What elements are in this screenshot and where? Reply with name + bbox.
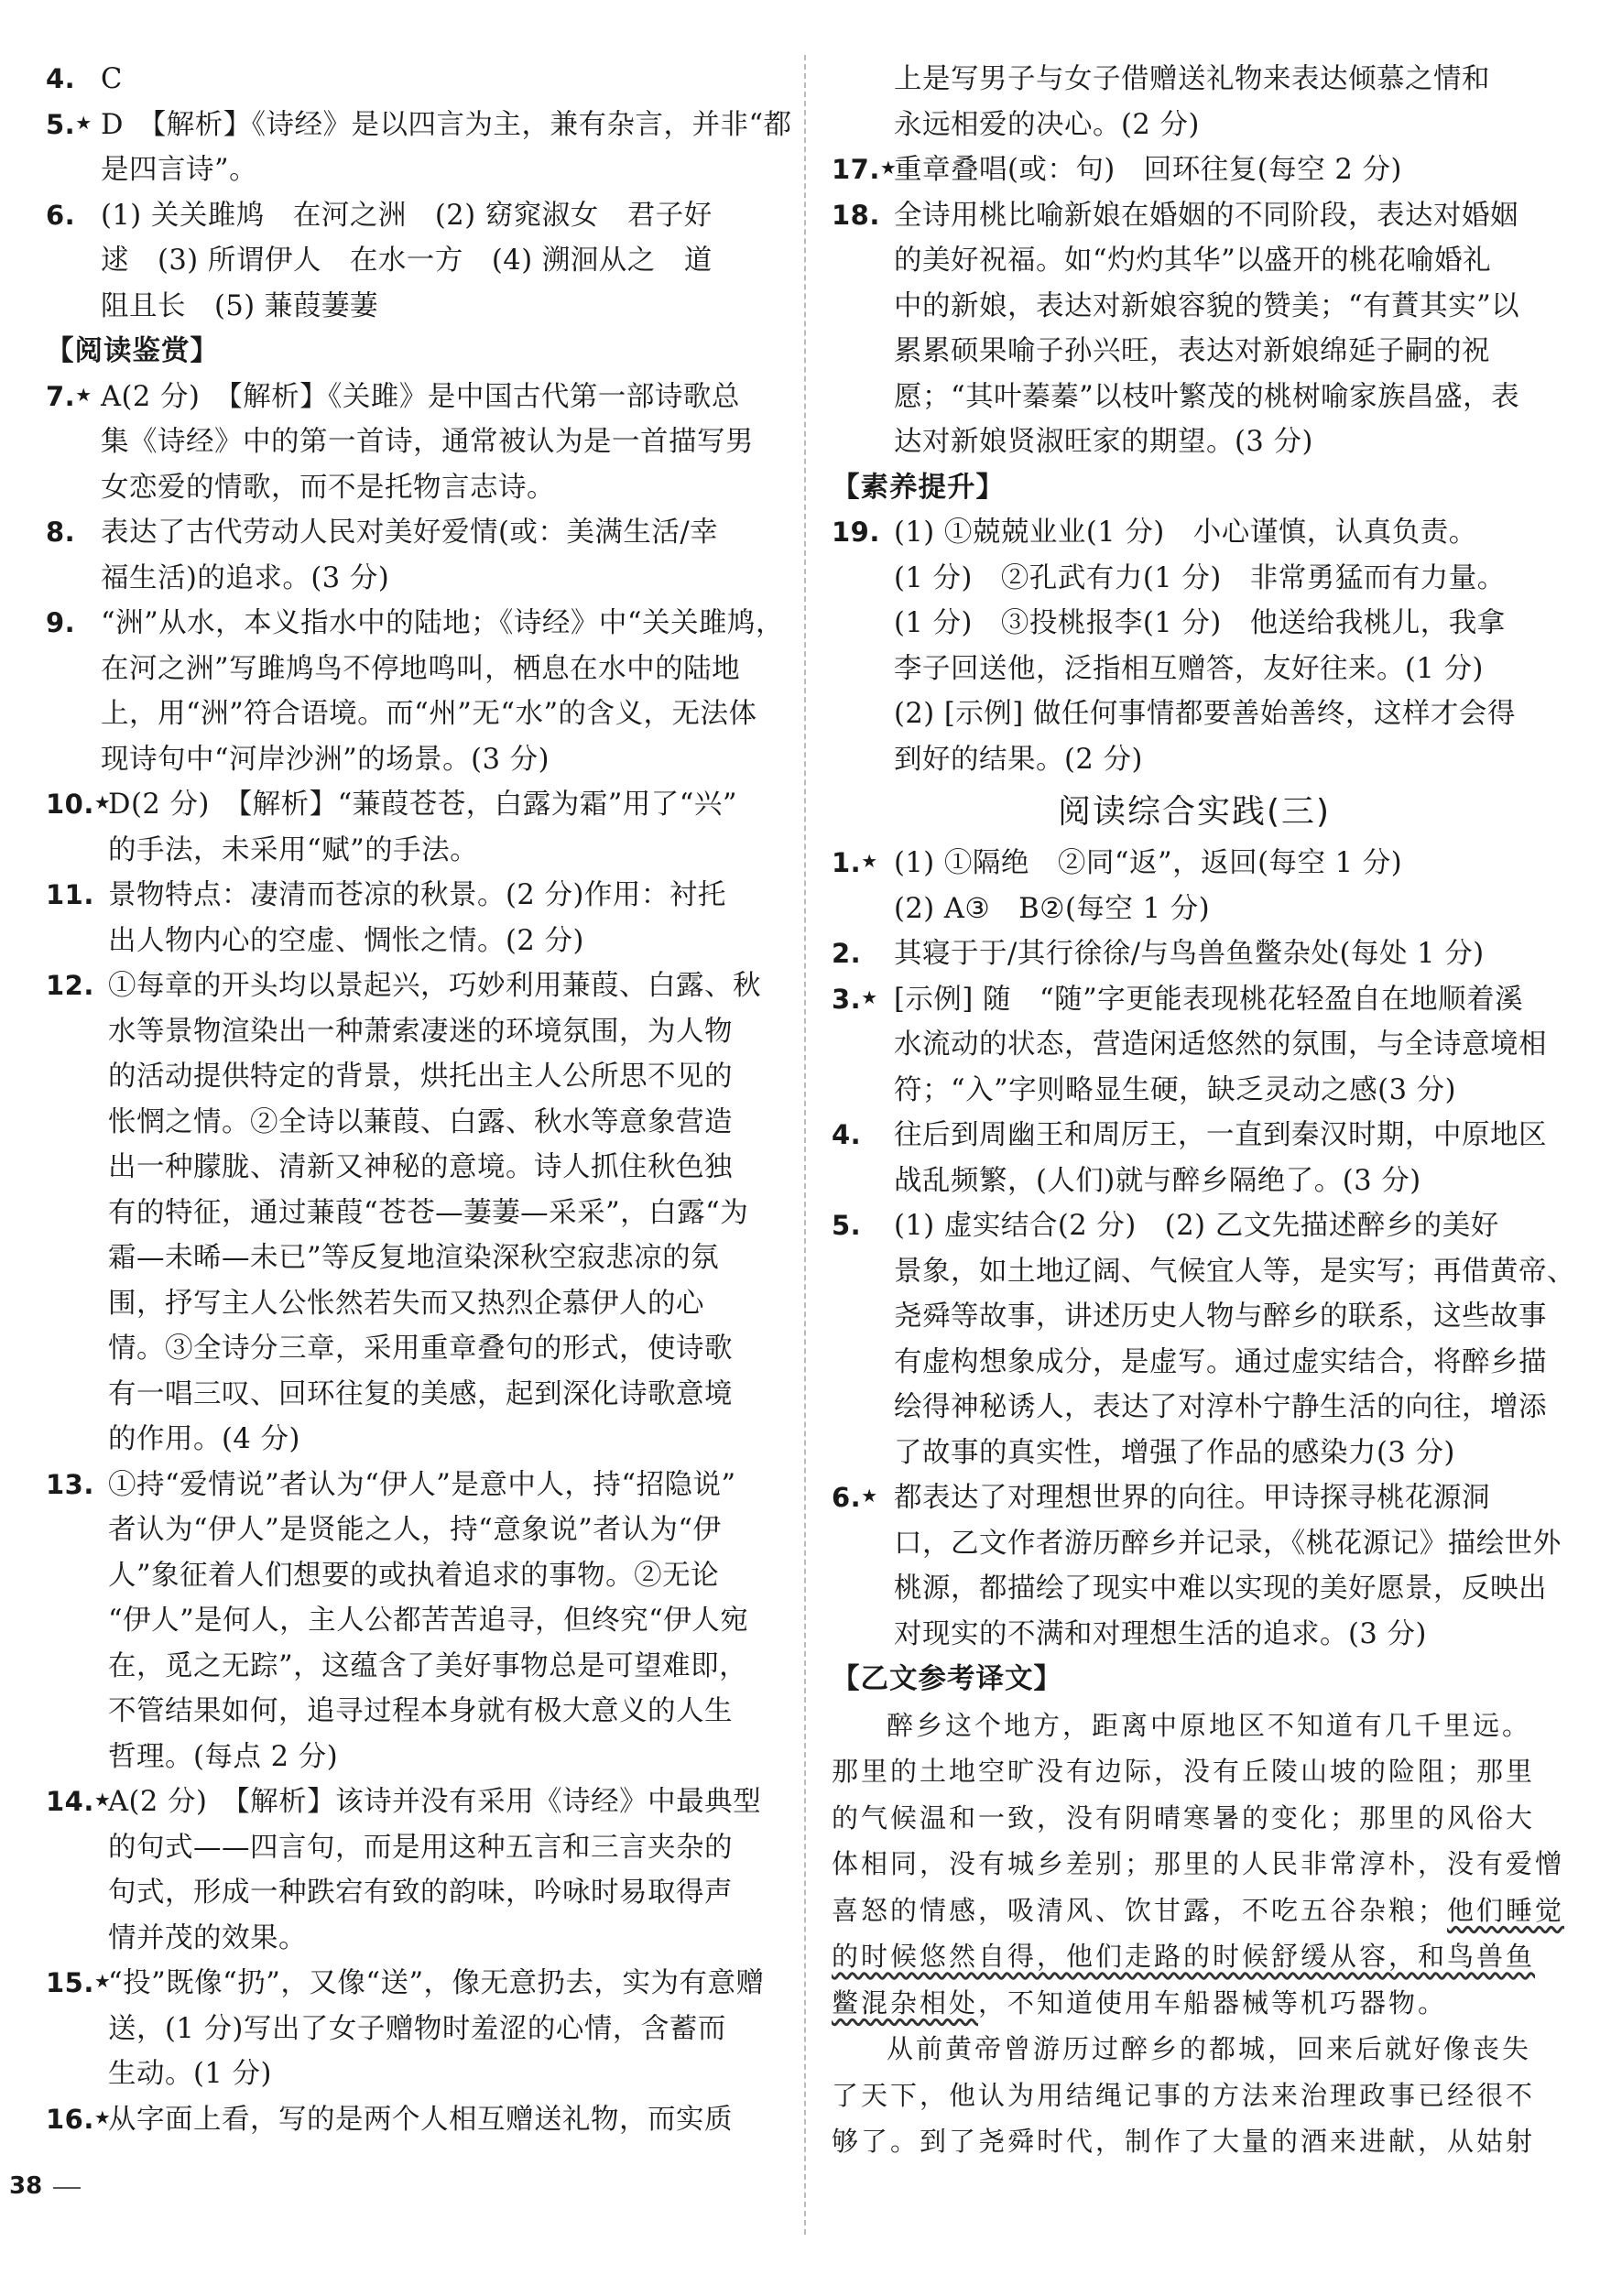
practice-item-3: 3.★ [示例] 随 “随”字更能表现桃花轻盈自在地顺着溪 水流动的状态，营造闲适悠然的氛围，与全诗意境相 符；“入”字则略显生硬，缺乏灵动之感(3 分) — [832, 977, 1557, 1114]
answer-item-16-continued: 上是写男子与女子借赠送礼物来表达倾慕之情和 永远相爱的决心。(2 分) — [894, 63, 1490, 141]
star-icon: ★ — [75, 383, 93, 406]
item-number: 10.★ — [46, 789, 112, 820]
answer-item-15: 15.★ “投”既像“扔”，又像“送”，像无意扔去，实为有意赠 送，(1 分)写出了女子赠物时羞涩的心情，含蓄而 生动。(1 分) — [46, 1961, 778, 2097]
item-number: 1.★ — [832, 847, 878, 878]
item-number: 11. — [46, 879, 94, 910]
answer-item-5: 5.★ D 【解析】《诗经》是以四言为主，兼有杂言，并非“都 是四言诗”。 — [46, 103, 778, 193]
star-icon: ★ — [93, 1970, 112, 1992]
item-number: 7.★ — [46, 380, 93, 412]
star-icon: ★ — [93, 791, 112, 813]
answer-item-7: 7.★ A(2 分) 【解析】《关雎》是中国古代第一部诗歌总 集《诗经》中的第一首诗，通常被认为是一首描写男 女恋爱的情歌，而不是托物言志诗。 — [46, 375, 778, 511]
item-number: 14.★ — [46, 1786, 112, 1817]
answer-item-11: 11. 景物特点：凄清而苍凉的秋景。(2 分)作用：衬托 出人物内心的空虚、惆怅之情。(2 分) — [46, 873, 778, 963]
answer-item-12: 12. ①每章的开头均以景起兴，巧妙利用蒹葭、白露、秋 水等景物渲染出一种萧索凄迷的环境氛围，为人物 的活动提供特定的背景，烘托出主人公所思不见的 怅惘之情。②全诗以蒹葭、白露、秋水等意象营造 出一种朦胧、清新又神秘的意境。诗人抓住秋色独 有的特征，通过蒹葭“苍苍—萋萋—采采”，白露“为 霜—未晞—未已”等反复地渲染深秋空寂悲凉的氛 围，抒写主人公怅然若失而又热烈企慕伊人的心 情。③全诗分三章，采用重章叠句的形式，使诗歌 有一唱三叹、回环往复的美感，起到深化诗歌意境 的作用。(4 分) — [46, 963, 778, 1463]
practice-item-5: 5. (1) 虚实结合(2 分) (2) 乙文先描述醉乡的美好 景象，如土地辽阔、气候宜人等，是实写；再借黄帝、 尧舜等故事，讲述历史人物与醉乡的联系，这些故事 有虚构想象成分，是虚写。通过虚实结合，将醉乡描 绘得神秘诱人，表达了对淳朴宁静生活的向往，增添 了故事的真实性，增强了作品的感染力(3 分) — [832, 1203, 1557, 1475]
star-icon: ★ — [861, 850, 878, 872]
column-divider — [804, 55, 806, 2235]
item-number: 2. — [832, 938, 862, 969]
item-number: 18. — [832, 199, 880, 231]
item-number: 5. — [832, 1210, 862, 1241]
answer-item-4: 4. C — [46, 57, 778, 103]
item-number: 19. — [832, 517, 880, 548]
translation-text: 醉乡这个地方，距离中原地区不知道有几千里远。 那里的土地空旷没有边际，没有丘陵山坡的险阻；那里 的气候温和一致，没有阴晴寒暑的变化；那里的风俗大 体相同，没有城乡差别；那里的人民非常淳朴，没有爱憎 喜怒的情感，吸清风、饮甘露，不吃五谷杂粮；他们睡觉 的时候悠然自得，他们走路的时候舒缓从容，和鸟兽鱼 鳖混杂相处，不知道使用车船器械等机巧器物。 从前黄帝曾游历过醉乡的都城，回来后就好像丧失 了天下，他认为用结绳记事的方法来治理政事已经很不 够了。到了尧舜时代，制作了大量的酒来进献，从姑射 — [832, 1709, 1565, 2157]
item-number: 12. — [46, 970, 94, 1001]
section-heading-translation: 【乙文参考译文】 — [832, 1663, 1062, 1695]
item-number: 6.★ — [832, 1482, 878, 1513]
left-column — [46, 57, 792, 2142]
item-number: 5.★ — [46, 108, 93, 140]
item-number: 13. — [46, 1468, 94, 1500]
wavy-underlined-text: 他们睡觉 — [1447, 1894, 1565, 1926]
item-number: 4. — [46, 63, 76, 94]
star-icon: ★ — [75, 111, 93, 134]
chapter-title: 阅读综合实践(三) — [1057, 793, 1332, 831]
item-number: 15.★ — [46, 1967, 112, 1998]
item-number: 3.★ — [832, 983, 878, 1015]
answer-item-16: 16.★ 从字面上看，写的是两个人相互赠送礼物，而实质 — [46, 2097, 778, 2143]
wavy-underlined-text: 的时候悠然自得，他们走路的时候舒缓从容，和鸟兽鱼 — [832, 1941, 1536, 1972]
star-icon: ★ — [93, 2106, 112, 2128]
star-icon: ★ — [879, 157, 898, 179]
practice-item-2: 2. 其寝于于/其行徐徐/与鸟兽鱼鳖杂处(每处 1 分) — [832, 931, 1557, 977]
item-number: 6. — [46, 199, 76, 231]
page-number: 38 — [9, 2172, 43, 2200]
answer-item-6: 6. (1) 关关雎鸠 在河之洲 (2) 窈窕淑女 君子好 逑 (3) 所谓伊人 在水一方 (4) 溯洄从之 道 阻且长 (5) 蒹葭萋萋 — [46, 193, 778, 330]
practice-item-1: 1.★ (1) ①隔绝 ②同“返”，返回(每空 1 分) (2) A③ B②(每空 1 分) — [832, 841, 1557, 931]
answer-item-14: 14.★ A(2 分) 【解析】该诗并没有采用《诗经》中最典型 的句式——四言句，而是用这种五言和三言夹杂的 句式，形成一种跌宕有致的韵味，吟咏时易取得声 情并茂的效果。 — [46, 1779, 778, 1961]
item-number: 4. — [832, 1119, 862, 1150]
section-heading-improve: 【素养提升】 — [832, 471, 1005, 504]
item-number: 17.★ — [832, 154, 898, 185]
practice-item-4: 4. 往后到周幽王和周厉王，一直到秦汉时期，中原地区 战乱频繁，(人们)就与醉乡隔绝了。(3 分) — [832, 1113, 1557, 1203]
section-heading-reading: 【阅读鉴赏】 — [46, 335, 219, 367]
practice-item-6: 6.★ 都表达了对理想世界的向往。甲诗探寻桃花源洞 口，乙文作者游历醉乡并记录，《桃花源记》描绘世外 桃源，都描绘了现实中难以实现的美好愿景，反映出 对现实的不满和对理想生活的追求。(3 分) — [832, 1475, 1557, 1657]
answer-item-17: 17.★ 重章叠唱(或：句) 回环往复(每空 2 分) — [832, 147, 1557, 193]
answer-item-9: 9. “洲”从水，本义指水中的陆地；《诗经》中“关关雎鸠， 在河之洲”写雎鸠鸟不停地鸣叫，栖息在水中的陆地 上，用“洲”符合语境。而“州”无“水”的含义，无法体 现诗句中“河岸沙洲”的场景。(3 分) — [46, 601, 778, 782]
answer-item-13: 13. ①持“爱情说”者认为“伊人”是意中人，持“招隐说” 者认为“伊人”是贤能之人，持“意象说”者认为“伊 人”象征着人们想要的或执着追求的事物。②无论 “伊人”是何人，主人公都苦苦追寻，但终究“伊人宛 在，觅之无踪”，这蕴含了美好事物总是可望难即， 不管结果如何，追寻过程本身就有极大意义的人生 哲理。(每点 2 分) — [46, 1463, 778, 1780]
item-number: 8. — [46, 517, 76, 548]
star-icon: ★ — [861, 1485, 878, 1507]
star-icon: ★ — [93, 1789, 112, 1811]
answer-item-10: 10.★ D(2 分) 【解析】“蒹葭苍苍，白露为霜”用了“兴” 的手法，未采用“赋”的手法。 — [46, 782, 778, 873]
answer-item-8: 8. 表达了古代劳动人民对美好爱情(或：美满生活/幸 福生活)的追求。(3 分) — [46, 510, 778, 601]
star-icon: ★ — [861, 985, 878, 1008]
answer-item-19: 19. (1) ①兢兢业业(1 分) 小心谨慎，认真负责。 (1 分) ②孔武有力(1 分) 非常勇猛而有力量。 (1 分) ③投桃报李(1 分) 他送给我桃儿，我拿 李子回送他，泛指相互赠答，友好往来。(1 分) (2) [示例] 做任何事情都要善始善终，这样才会得 到好的结果。(2 分) — [832, 510, 1557, 782]
answer-item-18: 18. 全诗用桃比喻新娘在婚姻的不同阶段，表达对婚姻 的美好祝福。如“灼灼其华”以盛开的桃花喻婚礼 中的新娘，表达对新娘容貌的赞美；“有蕡其实”以 累累硕果喻子孙兴旺，表达对新娘绵延子嗣的祝 愿；“其叶蓁蓁”以枝叶繁茂的桃树喻家族昌盛，表 达对新娘贤淑旺家的期望。(3 分) — [832, 193, 1557, 465]
page-number-dash — [53, 2187, 81, 2189]
wavy-underlined-text: 鳖混杂相处 — [832, 1986, 979, 2019]
item-number: 16.★ — [46, 2103, 112, 2135]
item-number: 9. — [46, 607, 76, 638]
right-column — [832, 57, 1575, 2165]
